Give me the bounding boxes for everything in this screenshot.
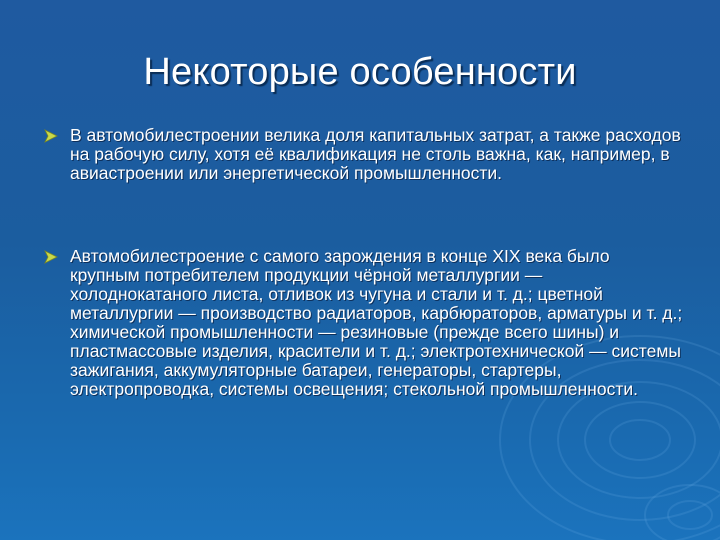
arrowhead-bullet-icon [44,250,58,264]
slide-title: Некоторые особенности [143,51,577,93]
bullet-item [44,126,684,183]
bullet-text: В автомобилестроении велика доля капитальных затрат, а также расходов на рабочую силу, хотя её квалификация не столь важна, как, например, в авиастроении или энергетической промышленности. [70,125,681,183]
bullet-text: Автомобилестроение с самого зарождения в конце XIX века было крупным потребителем продукции чёрной металлургии — холоднокатаного листа, отливок из чугуна и стали и т. д.; цветной металлургии — производство радиаторов, карбюраторов, арматуры и т. д.; химической промышленности — резиновые (прежде всего шины) и пластмассовые изделия, красители и т. д.; электротехнической — системы зажигания, аккумуляторные батареи, генераторы, стартеры, электропроводка, системы освещения; стекольной промышленности. [70,246,683,399]
bullet-item [44,247,684,399]
bullet-list [44,126,684,399]
arrowhead-bullet-icon [44,129,58,143]
